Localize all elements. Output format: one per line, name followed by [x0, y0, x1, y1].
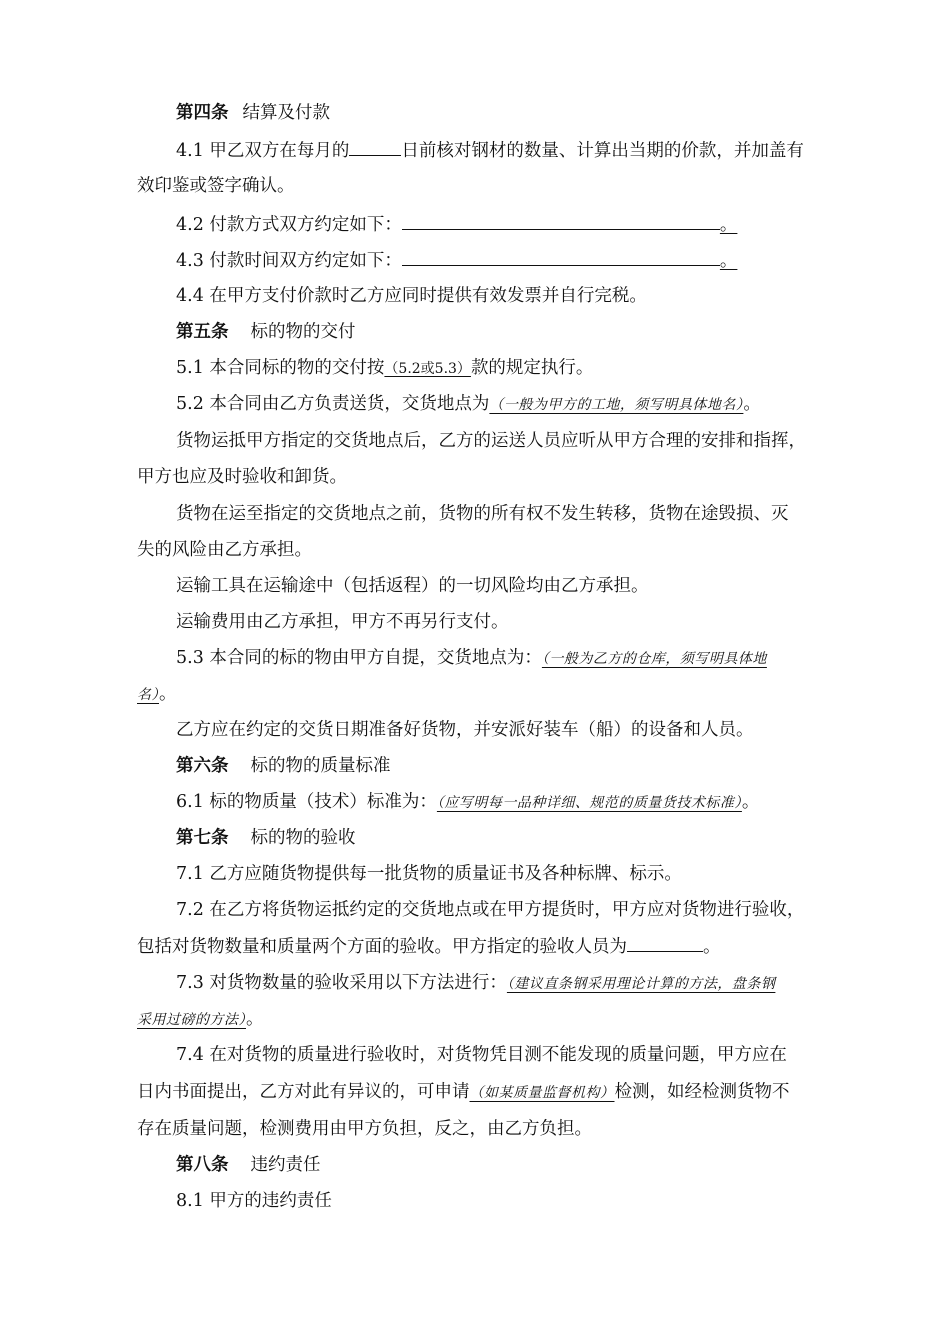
article-title: 标的物的质量标准 — [250, 756, 391, 776]
clause-5-2-transport-risk: 运输工具在运输途中（包括返程）的一切风险均由乙方承担。 — [176, 576, 649, 596]
handwritten-note: （应写明每一品种详细、规范的质量货技术标准） — [436, 795, 742, 811]
clause-text: 4.2 付款方式双方约定如下： — [176, 215, 402, 235]
article-number: 第五条 — [176, 322, 229, 342]
article-title: 标的物的验收 — [250, 828, 356, 848]
article-number: 第七条 — [176, 828, 229, 848]
handwritten-note: 采用过磅的方法） — [137, 1012, 246, 1028]
clause-text: 7.3 对货物数量的验收采用以下方法进行： — [176, 973, 507, 993]
clause-end: 。 — [246, 1009, 264, 1029]
handwritten-note: （如某质量监督机构） — [469, 1085, 615, 1101]
article-title: 违约责任 — [250, 1155, 321, 1175]
filled-value: （5.2或5.3） — [384, 361, 471, 377]
clause-4-4: 4.4 在甲方支付价款时乙方应同时提供有效发票并自行完税。 — [176, 286, 647, 306]
clause-7-4: 7.4 在对货物的质量进行验收时，对货物凭目测不能发现的质量问题，甲方应在 — [176, 1045, 787, 1065]
clause-5-2-risk-cont: 失的风险由乙方承担。 — [137, 540, 312, 560]
clause-7-4-cont — [0, 1080, 950, 1104]
article-number: 第六条 — [176, 756, 229, 776]
clause-7-4-cont2: 存在质量问题，检测费用由甲方负担，反之，由乙方负担。 — [137, 1119, 592, 1139]
article-number: 第四条 — [176, 103, 229, 123]
clause-end: 。 — [159, 684, 177, 704]
clause-text: 款的规定执行。 — [470, 358, 594, 378]
clause-6-1 — [0, 790, 950, 814]
clause-5-3-para: 乙方应在约定的交货日期准备好货物，并安派好装车（船）的设备和人员。 — [176, 720, 754, 740]
clause-text: 日内书面提出，乙方对此有异议的，可申请 — [137, 1082, 470, 1102]
clause-end: 。 — [741, 792, 760, 812]
clause-5-2-para-cont: 甲方也应及时验收和卸货。 — [137, 467, 347, 487]
article-6-heading — [0, 754, 950, 778]
clause-4-2 — [0, 212, 950, 236]
clause-end: 。 — [719, 251, 738, 271]
clause-5-2 — [0, 392, 950, 416]
clause-end: 。 — [703, 937, 721, 957]
article-7-heading — [0, 826, 950, 850]
clause-7-1: 7.1 乙方应随货物提供每一批货物的质量证书及各种标牌、标示。 — [176, 864, 682, 884]
clause-5-3 — [0, 646, 950, 670]
article-title: 结算及付款 — [242, 103, 330, 123]
article-5-heading — [0, 320, 950, 344]
clause-5-1 — [0, 356, 950, 380]
fill-blank[interactable] — [402, 212, 720, 230]
clause-text: 包括对货物数量和质量两个方面的验收。甲方指定的验收人员为 — [137, 937, 627, 957]
handwritten-note: （一般为甲方的工地，须写明具体地名） — [489, 397, 744, 413]
clause-text: 5.1 本合同标的物的交付按 — [176, 358, 385, 378]
handwritten-note: （一般为乙方的仓库，须写明具体地 — [541, 651, 767, 667]
clause-text: 5.3 本合同的标的物由甲方自提，交货地点为： — [176, 648, 542, 668]
clause-5-2-risk: 货物在运至指定的交货地点之前，货物的所有权不发生转移，货物在途毁损、灭 — [176, 504, 789, 524]
article-number: 第八条 — [176, 1155, 229, 1175]
clause-4-3 — [0, 248, 950, 272]
clause-4-1-cont: 效印鉴或签字确认。 — [137, 176, 295, 196]
clause-5-2-para: 货物运抵甲方指定的交货地点后，乙方的运送人员应听从甲方合理的安排和指挥， — [176, 431, 806, 451]
fill-blank[interactable] — [349, 138, 401, 156]
handwritten-note: 名） — [137, 687, 159, 703]
handwritten-note: （建议直条钢采用理论计算的方法，盘条钢 — [506, 976, 776, 992]
clause-text: 检测，如经检测货物不 — [614, 1082, 790, 1102]
clause-text: 4.3 付款时间双方约定如下： — [176, 251, 402, 271]
clause-end: 。 — [719, 215, 738, 235]
fill-blank[interactable] — [402, 248, 720, 266]
clause-7-2: 7.2 在乙方将货物运抵约定的交货地点或在甲方提货时，甲方应对货物进行验收， — [176, 900, 805, 920]
clause-text: 日前核对钢材的数量、计算出当期的价款，并加盖有 — [401, 141, 804, 161]
clause-text: 5.2 本合同由乙方负责送货，交货地点为 — [176, 394, 490, 414]
clause-7-3-cont — [0, 1007, 950, 1031]
clause-7-3 — [0, 971, 950, 995]
fill-blank[interactable] — [627, 934, 703, 952]
clause-text: 4.1 甲乙双方在每月的 — [176, 141, 350, 161]
clause-4-1 — [0, 138, 950, 162]
clause-5-3-cont — [0, 682, 950, 706]
clause-end: 。 — [743, 394, 761, 414]
clause-8-1: 8.1 甲方的违约责任 — [176, 1191, 332, 1211]
clause-text: 6.1 标的物质量（技术）标准为： — [176, 792, 437, 812]
clause-7-2-cont — [0, 934, 950, 958]
article-8-heading — [0, 1153, 950, 1177]
article-title: 标的物的交付 — [250, 322, 356, 342]
clause-5-2-transport-cost: 运输费用由乙方承担，甲方不再另行支付。 — [176, 612, 509, 632]
article-4-heading — [0, 101, 950, 125]
